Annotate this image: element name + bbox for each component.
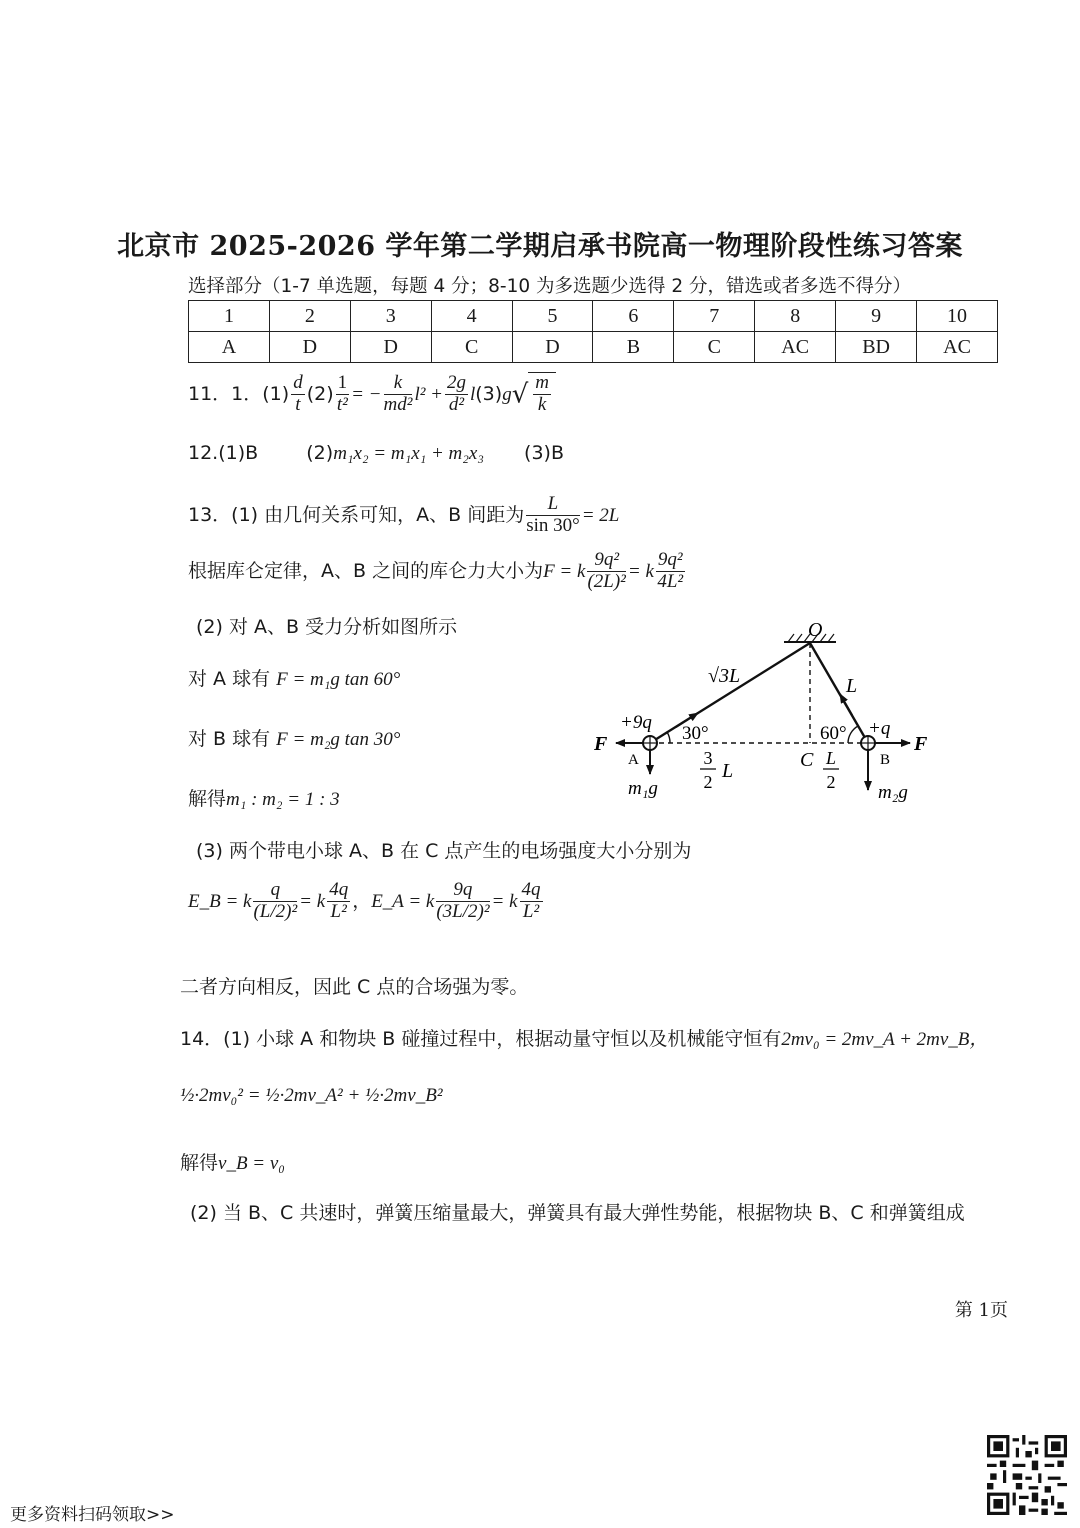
label-ac-den: 2	[703, 772, 713, 792]
label-cb-den: 2	[826, 772, 836, 792]
q12-part1: 12.(1)B	[188, 442, 259, 464]
q13-line1-text: 13．(1) 由几何关系可知，A、B 间距为	[188, 503, 525, 526]
q13-line7: (3) 两个带电小球 A、B 在 C 点产生的电场强度大小分别为	[196, 840, 692, 862]
choice-note: 选择部分（1-7 单选题，每题 4 分；8-10 为多选题少选得 2 分，错选或者多选不得分）	[188, 276, 912, 297]
q12-eq: m₁x₂ = m₁x₁ + m₂x₃	[333, 443, 484, 464]
angle-arc-30	[667, 732, 670, 743]
q13-line1	[188, 494, 619, 537]
q13-distance-result: = 2L	[581, 504, 620, 526]
q13-line2-text: 根据库仑定律，A、B 之间的库仑力大小为	[188, 559, 544, 582]
q13-frac-ea2: $\frac{4q}{\text{L²}}$	[521, 879, 541, 922]
q13-frac-coulomb2: $\frac{\text{9q²}}{\text{4L²}}$	[657, 549, 684, 592]
answer-number: 6	[593, 301, 674, 332]
q11-frac-k: $\frac{k}{\text{md²}}$	[383, 372, 413, 415]
answer-number: 2	[269, 301, 350, 332]
q13-ball-a-eq: F = m₁g tan 60°	[276, 669, 401, 690]
answer-value: D	[269, 332, 350, 363]
q11-eq-sign: = −	[351, 383, 382, 405]
q13-frac-eb1: $\frac{q}{\text{(L/2)²}}$	[253, 879, 298, 922]
q14-line3-text: 解得	[180, 1152, 219, 1174]
answer-number: 4	[431, 301, 512, 332]
answer-value: BD	[836, 332, 917, 363]
q11-term2: l	[469, 383, 476, 405]
page-title: 北京市 2025-2026 学年第二学期启承书院高一物理阶段性练习答案	[117, 231, 963, 262]
answer-table	[188, 300, 998, 363]
label-o: O	[808, 619, 823, 641]
answer-number: 10	[917, 301, 998, 332]
answer-number-row	[189, 301, 998, 332]
q13-ea-lhs: E_A = k	[371, 890, 435, 912]
answer-value: AC	[755, 332, 836, 363]
q11-frac-d-t: $\frac{d}{t}$	[293, 372, 303, 415]
q11-term1: l² +	[414, 383, 443, 405]
answer-value: D	[512, 332, 593, 363]
label-l: L	[846, 675, 858, 697]
q14-line3	[180, 1148, 285, 1175]
q11-prefix: 11．1．(1)	[188, 382, 290, 405]
q14-line2	[180, 1084, 443, 1107]
label-cb-num: L	[825, 748, 837, 768]
q13-frac-eb2: $\frac{4q}{\text{L²}}$	[329, 879, 349, 922]
q13-frac-distance: $\frac{L}{\sin 30^\circ}$	[526, 493, 580, 536]
label-angle60: 60°	[820, 723, 847, 744]
q14-line1-text: 14．(1) 小球 A 和物块 B 碰撞过程中，根据动量守恒以及机械能守恒有	[180, 1028, 782, 1050]
label-a: A	[628, 752, 639, 768]
answer-number: 8	[755, 301, 836, 332]
q13-line4	[188, 664, 400, 691]
q14-line4: (2) 当 B、C 共速时，弹簧压缩量最大，弹簧具有最大弹性势能，根据物块 B、C 和弹簧组成	[190, 1202, 965, 1224]
qr-code-icon	[987, 1435, 1067, 1515]
q11-part2-label: (2)	[306, 382, 334, 405]
label-plusq: +q	[868, 718, 891, 739]
string-a	[650, 643, 810, 743]
q11-frac-m-k: $\frac{m}{k}$	[535, 372, 549, 415]
q11-frac-2g: $\frac{2g}{\text{d²}}$	[446, 372, 466, 415]
label-ac-num: 3	[703, 748, 713, 768]
label-f-left: F	[594, 733, 608, 755]
answer-value: B	[593, 332, 674, 363]
q13-line3: (2) 对 A、B 受力分析如图所示	[196, 616, 458, 638]
q13-line5	[188, 724, 400, 751]
label-b: B	[880, 752, 891, 768]
answer-number: 1	[189, 301, 270, 332]
footer-text: 更多资料扫码领取>>	[10, 1505, 175, 1525]
q12-part3: (3)B	[524, 442, 564, 464]
page-number: 第 1页	[954, 1300, 1008, 1321]
q13-line6	[188, 784, 340, 811]
q12-part2-label: (2)	[306, 442, 334, 464]
answer-number: 7	[674, 301, 755, 332]
q14-energy-eq: ½·2mv₀² = ½·2mv_A² + ½·2mv_B²	[180, 1085, 443, 1106]
q14-momentum-eq: 2mv₀ = 2mv_A + 2mv_B，	[781, 1029, 989, 1050]
q13-field-eqs: E_B = k $\frac{q}{\text{(L/2)²}}$ = k $\frac{4q}{\text{L²}}$ ，E_A = k $\frac{9q}{\text{(3L/2)²}}$ = k $\frac{4q}{\text{L²}}$	[188, 879, 541, 922]
q11-part3-label: (3)	[475, 382, 503, 405]
label-plus9q: +9q	[620, 712, 652, 733]
q11-line: 11．1．(1) $\frac{d}{t}$ (2) $\frac{1}{\text{t²}}$ = − $\frac{k}{\text{md²}}$ l² + $\frac{2g}{\text{d²}}$ l(3)g√ $\frac{m}{k}$	[188, 372, 556, 416]
label-sqrt3l: √3L	[708, 665, 741, 687]
label-f-right: F	[914, 733, 928, 755]
answer-number: 5	[512, 301, 593, 332]
label-ac-l: L	[722, 760, 734, 782]
q13-coulomb-lhs: F = k	[543, 560, 586, 582]
q13-coulomb-mid: = k	[627, 560, 654, 582]
q14-line1	[180, 1024, 988, 1051]
angle-arc-60	[848, 726, 858, 743]
answer-value: C	[431, 332, 512, 363]
q13-ea-mid: = k	[491, 890, 518, 912]
q13-eb-mid: = k	[299, 890, 326, 912]
answer-value: D	[350, 332, 431, 363]
label-c: C	[800, 749, 814, 771]
q13-frac-ea1: $\frac{9q}{\text{(3L/2)²}}$	[436, 879, 490, 922]
answer-value: A	[189, 332, 270, 363]
q13-frac-coulomb1: $\frac{\text{9q²}}{\text{(2L)²}}$	[587, 549, 626, 592]
q11-g: g	[502, 383, 512, 405]
q13-eb-lhs: E_B = k	[188, 890, 252, 912]
q12-line	[188, 442, 564, 465]
label-angle30: 30°	[682, 723, 709, 744]
q13-line4-text: 对 A 球有	[188, 668, 271, 690]
q13-line6-text: 解得	[188, 788, 227, 810]
answer-value: AC	[917, 332, 998, 363]
force-diagram	[590, 612, 950, 812]
q11-frac-lhs: $\frac{1}{\text{t²}}$	[336, 372, 348, 415]
q14-velocity-result: v_B = v₀	[218, 1153, 285, 1174]
tension-arrow-b	[840, 694, 852, 715]
label-m2g: m₂g	[878, 782, 908, 803]
q13-line9: 二者方向相反，因此 C 点的合场强为零。	[180, 976, 529, 998]
q13-mass-ratio: m₁ : m₂ = 1 : 3	[226, 789, 340, 810]
answer-number: 9	[836, 301, 917, 332]
q13-line5-text: 对 B 球有	[188, 728, 271, 750]
answer-value: C	[674, 332, 755, 363]
q13-ball-b-eq: F = m₂g tan 30°	[276, 729, 401, 750]
answer-number: 3	[350, 301, 431, 332]
label-m1g: m₁g	[628, 778, 658, 799]
answer-value-row	[189, 332, 998, 363]
q13-line2	[188, 550, 687, 593]
